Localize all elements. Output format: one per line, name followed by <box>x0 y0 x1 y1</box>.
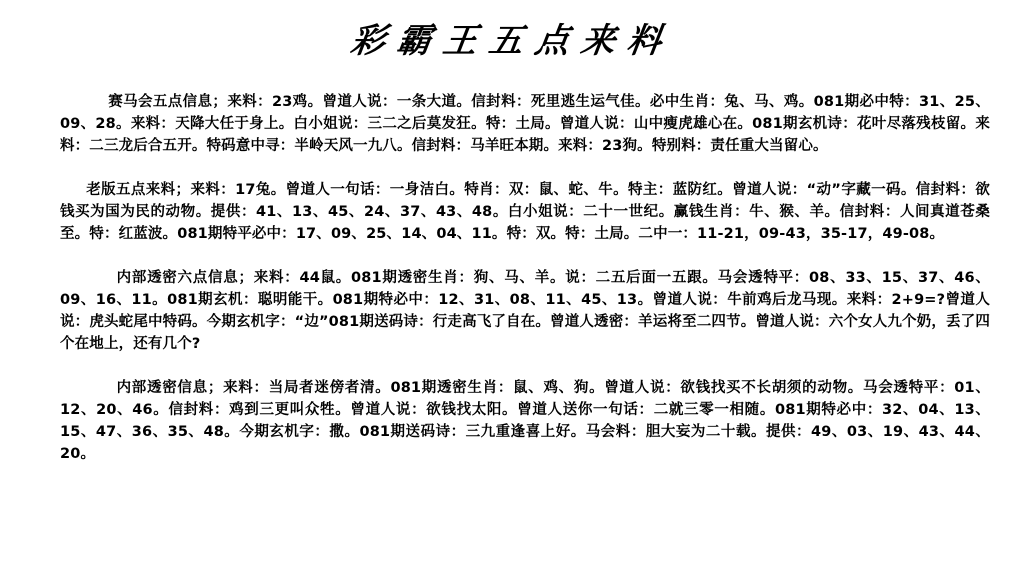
section-text: 老版五点来料；来料：17兔。曾道人一句话：一身洁白。特肖：双：鼠、蛇、牛。特主：蓝防红。曾道人说：“动”字藏一码。信封料：欲钱买为国为民的动物。提供：41、13、45、24、37、43、48。白小姐说：二十一世纪。赢钱生肖：牛、猴、羊。信封料：人间真道苍桑至。特：红蓝波。081期特平必中：17、09、25、14、04、11。特：双。特：土局。二中一：11-21，09-43，35-17，49-08。 <box>60 182 990 242</box>
page-title: 彩霸王五点来料 <box>348 21 676 61</box>
section-neibu-liudian <box>60 267 990 355</box>
content-sections <box>60 91 990 487</box>
section-text: 内部透密信息；来料：当局者迷傍者清。081期透密生肖：鼠、鸡、狗。曾道人说：欲钱找买不长胡须的动物。马会透特平：01、12、20、46。信封料：鸡到三更叫众牲。曾道人说：欲钱找太阳。曾道人送你一句话：二就三零一相随。081期特必中：32、04、13、15、47、36、35、48。今期玄机字：撒。081期送码诗：三九重逢喜上好。马会料：胆大妄为二十载。提供：49、03、19、43、44、20。 <box>60 380 990 462</box>
section-text: 内部透密六点信息；来料：44鼠。081期透密生肖：狗、马、羊。说：二五后面一五跟。马会透特平：08、33、15、37、46、09、16、11。081期玄机：聪明能干。081期特必中：12、31、08、11、45、13。曾道人说：牛前鸡后龙马现。来料：2+9=?曾道人说：虎头蛇尾中特码。今期玄机字：“边”081期送码诗：行走高飞了自在。曾道人透密：羊运将至二四节。曾道人说：六个女人九个奶，丢了四个在地上，还有几个? <box>60 270 990 352</box>
section-neibu-toumi <box>60 377 990 465</box>
section-text: 赛马会五点信息；来料：23鸡。曾道人说：一条大道。信封料：死里逃生运气佳。必中生肖：兔、马、鸡。081期必中特：31、25、09、28。来料：天降大任于身上。白小姐说：三二之后莫发狂。特：土局。曾道人说：山中瘦虎雄心在。081期玄机诗：花叶尽落残枝留。来料：二三龙后合五开。特码意中寻：半岭天风一九八。信封料：马羊旺本期。来料：23狗。特别料：责任重大当留心。 <box>60 94 990 154</box>
section-saimahui <box>60 91 990 157</box>
section-laoban <box>60 179 990 245</box>
